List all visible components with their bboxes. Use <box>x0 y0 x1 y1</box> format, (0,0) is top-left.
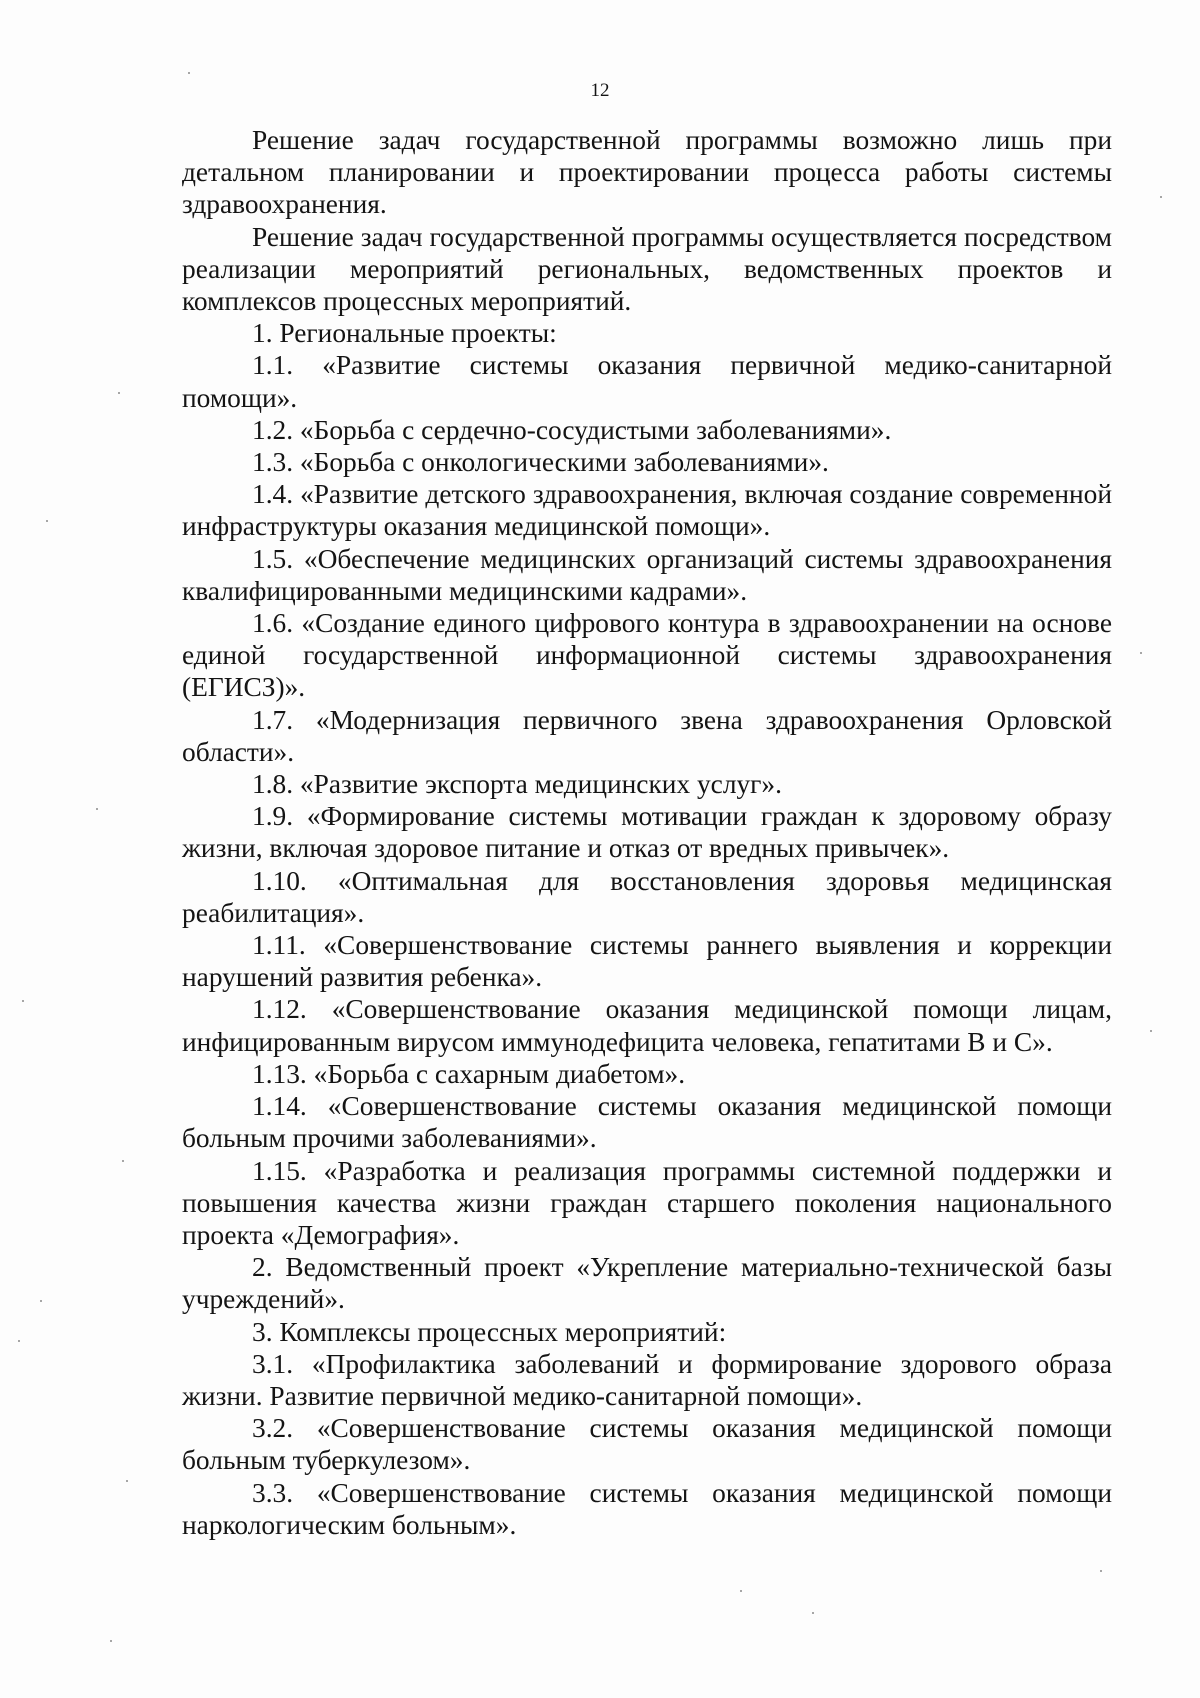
list-item: 1.3. «Борьба с онкологическими заболеваниями». <box>252 447 829 478</box>
list-item: 3.3. «Совершенствование системы оказания медицинской помощи наркологическим больным». <box>182 1477 1112 1540</box>
list-item: 1.15. «Разработка и реализация программы системной поддержки и повышения качества жизни граждан старшего поколения национального проекта «Демография». <box>182 1155 1112 1250</box>
list-item: 1.5. «Обеспечение медицинских организаций системы здравоохранения квалифицированными медицинскими кадрами». <box>182 543 1112 606</box>
list-item: 1.14. «Совершенствование системы оказания медицинской помощи больным прочими заболеваниями». <box>182 1091 1112 1154</box>
list-item: 1.11. «Совершенствование системы раннего выявления и коррекции нарушений развития ребенка». <box>182 930 1112 993</box>
list-item: 1.1. «Развитие системы оказания первичной медико-санитарной помощи». <box>182 350 1112 413</box>
list-item: 1.2. «Борьба с сердечно-сосудистыми заболеваниями». <box>252 414 892 445</box>
scan-speck <box>812 1612 814 1614</box>
scan-speck <box>18 1340 20 1342</box>
list-item: 2. Ведомственный проект «Укрепление материально-технической базы учреждений». <box>182 1252 1112 1315</box>
scan-speck <box>118 392 120 394</box>
list-item: 1.4. «Развитие детского здравоохранения, включая создание современной инфраструктуры оказания медицинской помощи». <box>182 479 1112 542</box>
list-item: 1.8. «Развитие экспорта медицинских услуг». <box>252 769 782 800</box>
paragraph: Решение задач государственной программы возможно лишь при детальном планировании и проектировании процесса работы системы здравоохранения. <box>182 125 1112 220</box>
scan-speck <box>22 1000 24 1002</box>
scan-speck <box>46 520 48 522</box>
scan-speck <box>96 808 98 810</box>
scan-speck <box>122 1160 124 1162</box>
paragraph: Решение задач государственной программы осуществляется посредством реализации мероприятий региональных, ведомственных проектов и комплексов процессных мероприятий. <box>182 221 1112 317</box>
list-item: 3.2. «Совершенствование системы оказания медицинской помощи больным туберкулезом». <box>182 1413 1112 1476</box>
page-number: 12 <box>590 80 610 101</box>
scan-speck <box>126 1480 128 1482</box>
list-item: 1.13. «Борьба с сахарным диабетом». <box>252 1058 686 1089</box>
scan-speck <box>188 72 190 74</box>
scan-speck <box>1100 1570 1102 1572</box>
document-body <box>182 124 1112 1541</box>
scan-speck <box>740 1590 742 1592</box>
list-item: 1.10. «Оптимальная для восстановления здоровья медицинская реабилитация». <box>182 865 1112 928</box>
scan-speck <box>110 1640 112 1642</box>
list-item: 3.1. «Профилактика заболеваний и формирование здорового образа жизни. Развитие первичной медико-санитарной помощи». <box>182 1348 1112 1411</box>
list-item: 1.12. «Совершенствование оказания медицинской помощи лицам, инфицированным вирусом иммунодефицита человека, гепатитами В и С». <box>182 994 1112 1057</box>
scan-speck <box>1140 652 1142 654</box>
list-item: 1.6. «Создание единого цифрового контура в здравоохранении на основе единой государственной информационной системы здравоохранения (ЕГИСЗ)». <box>182 608 1112 703</box>
scan-speck <box>40 1300 42 1302</box>
scan-speck <box>1150 1030 1152 1032</box>
list-item: 1.9. «Формирование системы мотивации граждан к здоровому образу жизни, включая здоровое питание и отказ от вредных привычек». <box>182 801 1112 864</box>
list-heading: 3. Комплексы процессных мероприятий: <box>252 1316 727 1347</box>
list-item: 1.7. «Модернизация первичного звена здравоохранения Орловской области». <box>182 704 1112 767</box>
list-heading: 1. Региональные проекты: <box>252 318 557 349</box>
scan-speck <box>1160 196 1162 198</box>
